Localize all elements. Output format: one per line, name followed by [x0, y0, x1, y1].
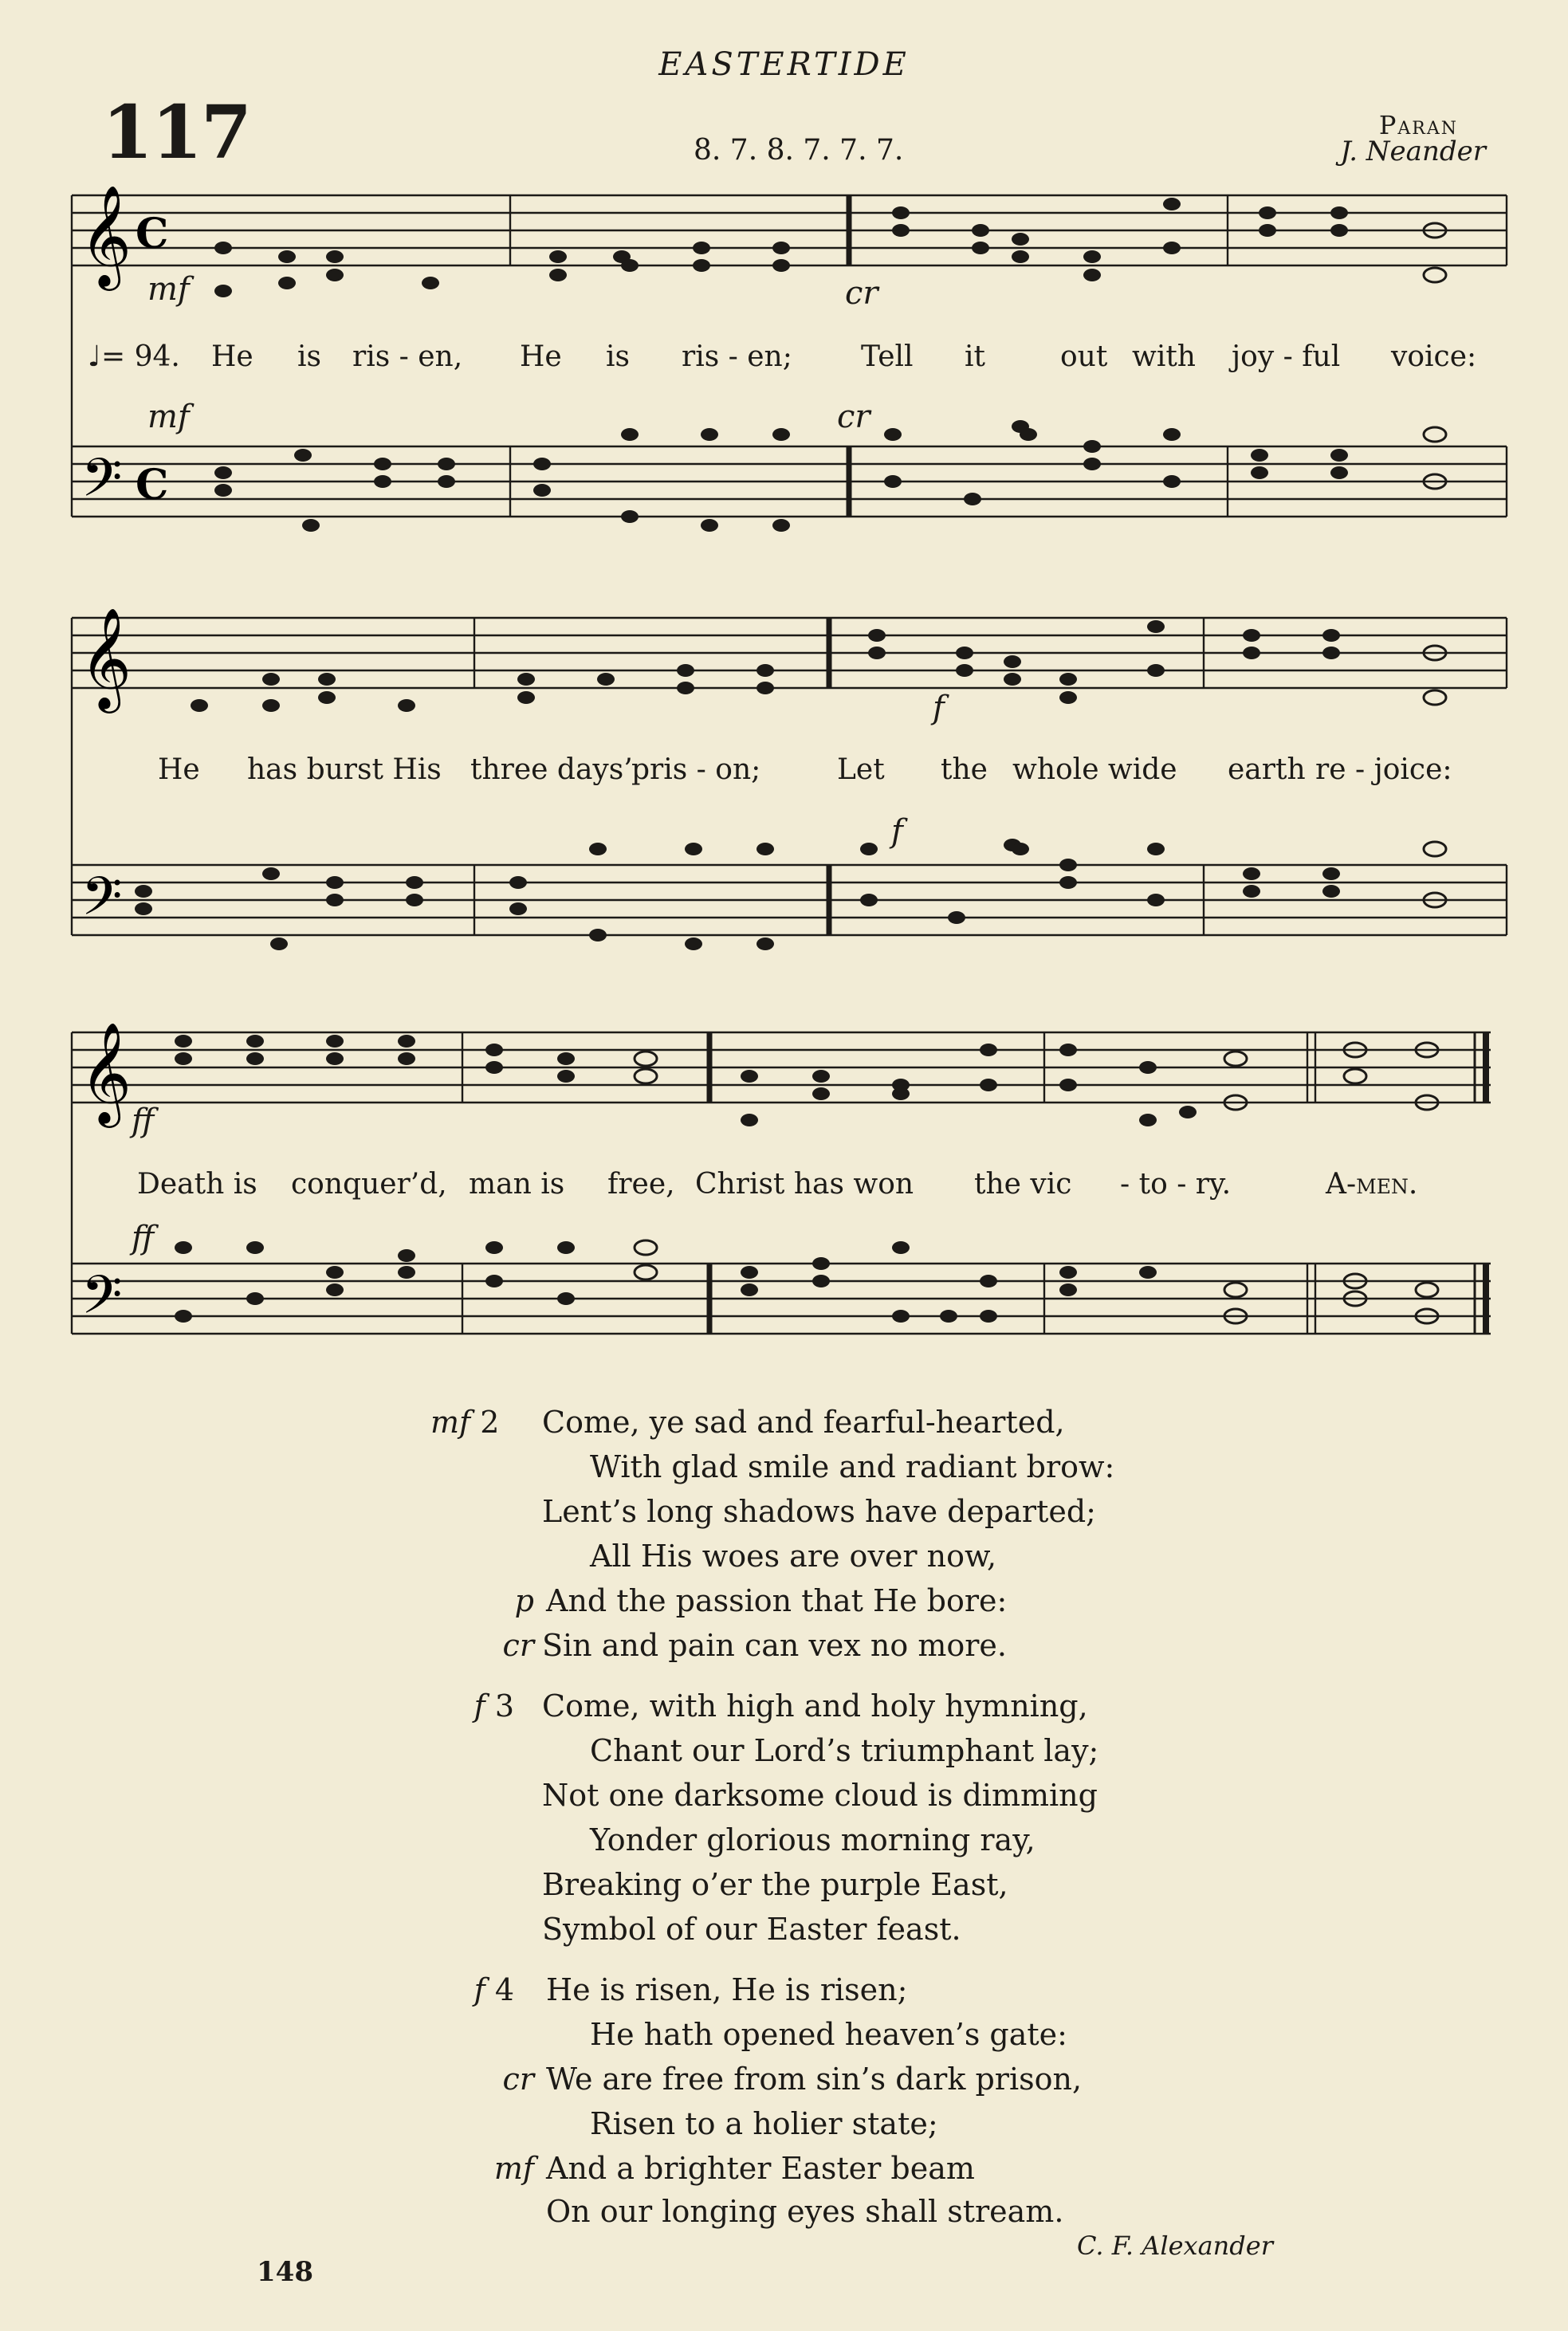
verses — [0, 1393, 1568, 2231]
meter: 8. 7. 8. 7. 7. 7. — [694, 134, 904, 167]
verse-line: Yonder glorious morning ray, — [590, 1822, 1036, 1857]
lyric-syllable: three days’ — [470, 753, 633, 786]
verse-line: And a brighter Easter beam — [546, 2151, 975, 2186]
svg-text:𝄢: 𝄢 — [81, 1264, 123, 1338]
verse-line: With glad smile and radiant brow: — [590, 1449, 1115, 1484]
lyric-syllable: Death is — [137, 1168, 257, 1201]
music-system-2 — [64, 586, 1515, 1000]
lyric-syllable: earth — [1228, 753, 1306, 786]
svg-text:C: C — [136, 210, 169, 258]
dynamic-mark: mf — [147, 399, 190, 435]
verse-line: Sin and pain can vex no more. — [542, 1628, 1007, 1663]
tune-name: Paran — [1378, 110, 1458, 140]
svg-text:C: C — [136, 461, 169, 509]
music-system-3 — [64, 1000, 1515, 1383]
lyric-syllable: - to - ry. — [1120, 1168, 1232, 1201]
verse-line-mark: mf — [493, 2151, 534, 2186]
lyric-syllable: joy - ful — [1232, 340, 1341, 373]
lyric-syllable: He — [520, 340, 562, 373]
verse-line: He is risen, He is risen; — [546, 1972, 908, 2007]
svg-text:𝄞: 𝄞 — [80, 184, 132, 286]
verse-line: All His woes are over now, — [590, 1539, 997, 1574]
lyric-syllable: conquer’d, — [291, 1168, 447, 1201]
verse-line-mark: p — [514, 1583, 534, 1618]
lyric-syllable: whole wide — [1012, 753, 1177, 786]
lyric-syllable: He — [211, 340, 253, 373]
dynamic-mark: mf — [147, 271, 190, 308]
verse-line: Lent’s long shadows have departed; — [542, 1494, 1096, 1529]
staff-notation — [64, 171, 1515, 586]
svg-text:𝄢: 𝄢 — [81, 447, 123, 521]
verse-2-marker: mf 2 — [430, 1405, 500, 1440]
hymn-number: 117 — [102, 89, 251, 175]
lyric-syllable: He — [158, 753, 200, 786]
dynamic-mark: cr — [845, 275, 878, 312]
composer: J. Neander — [1340, 136, 1486, 167]
svg-text:𝄢: 𝄢 — [81, 866, 123, 940]
section-title: EASTERTIDE — [658, 46, 910, 83]
verse-line: On our longing eyes shall stream. — [546, 2194, 1064, 2229]
verse-4-marker: f 4 — [474, 1972, 514, 2007]
verse-3-marker: f 3 — [474, 1688, 514, 1724]
lyric-syllable: the vic — [974, 1168, 1072, 1201]
lyric-syllable: Let — [837, 753, 885, 786]
lyric-syllable: pris - on; — [631, 753, 761, 786]
verse-line: Come, ye sad and fearful-hearted, — [542, 1405, 1065, 1440]
staff-notation — [64, 586, 1515, 1000]
lyric-syllable: it — [965, 340, 985, 373]
verse-line: Breaking o’er the purple East, — [542, 1867, 1008, 1902]
verse-line: Chant our Lord’s triumphant lay; — [590, 1733, 1099, 1768]
svg-text:𝄞: 𝄞 — [80, 1021, 132, 1123]
lyric-syllable: Christ has won — [695, 1168, 914, 1201]
verse-line: Not one darksome cloud is dimming — [542, 1778, 1098, 1813]
lyric-syllable: voice: — [1391, 340, 1477, 373]
verse-line: Risen to a holier state; — [590, 2106, 938, 2141]
svg-text:𝄞: 𝄞 — [80, 607, 132, 709]
lyric-syllable: is — [297, 340, 321, 373]
verse-line-mark: cr — [502, 2062, 534, 2097]
lyric-syllable: out — [1060, 340, 1108, 373]
lyric-syllable: A-men. — [1326, 1168, 1418, 1201]
music-system-1 — [64, 171, 1515, 586]
lyric-syllable: is — [606, 340, 630, 373]
verse-line: Come, with high and holy hymning, — [542, 1688, 1088, 1724]
lyric-syllable: with — [1132, 340, 1196, 373]
lyric-syllable: ris - en, — [352, 340, 463, 373]
lyric-syllable: the — [941, 753, 988, 786]
dynamic-mark: f — [891, 813, 903, 850]
verse-line: We are free from sin’s dark prison, — [546, 2062, 1083, 2097]
tempo-mark: ♩= 94. — [88, 340, 180, 373]
lyric-syllable: ris - en; — [682, 340, 792, 373]
lyric-syllable: free, — [607, 1168, 675, 1201]
lyric-syllable: man is — [469, 1168, 565, 1201]
dynamic-mark: cr — [837, 399, 870, 435]
lyric-syllable: re - joice: — [1315, 753, 1452, 786]
lyric-syllable: Tell — [861, 340, 914, 373]
author: C. F. Alexander — [1077, 2231, 1273, 2261]
verse-line: Symbol of our Easter feast. — [542, 1912, 961, 1947]
verse-line: And the passion that He bore: — [546, 1583, 1008, 1618]
page-number: 148 — [257, 2256, 313, 2288]
verse-line: He hath opened heaven’s gate: — [590, 2017, 1067, 2052]
verse-line-mark: cr — [502, 1628, 534, 1663]
dynamic-mark: f — [933, 690, 945, 726]
dynamic-mark: ff — [132, 1103, 155, 1139]
lyric-syllable: has burst His — [247, 753, 442, 786]
dynamic-mark: ff — [132, 1220, 155, 1256]
